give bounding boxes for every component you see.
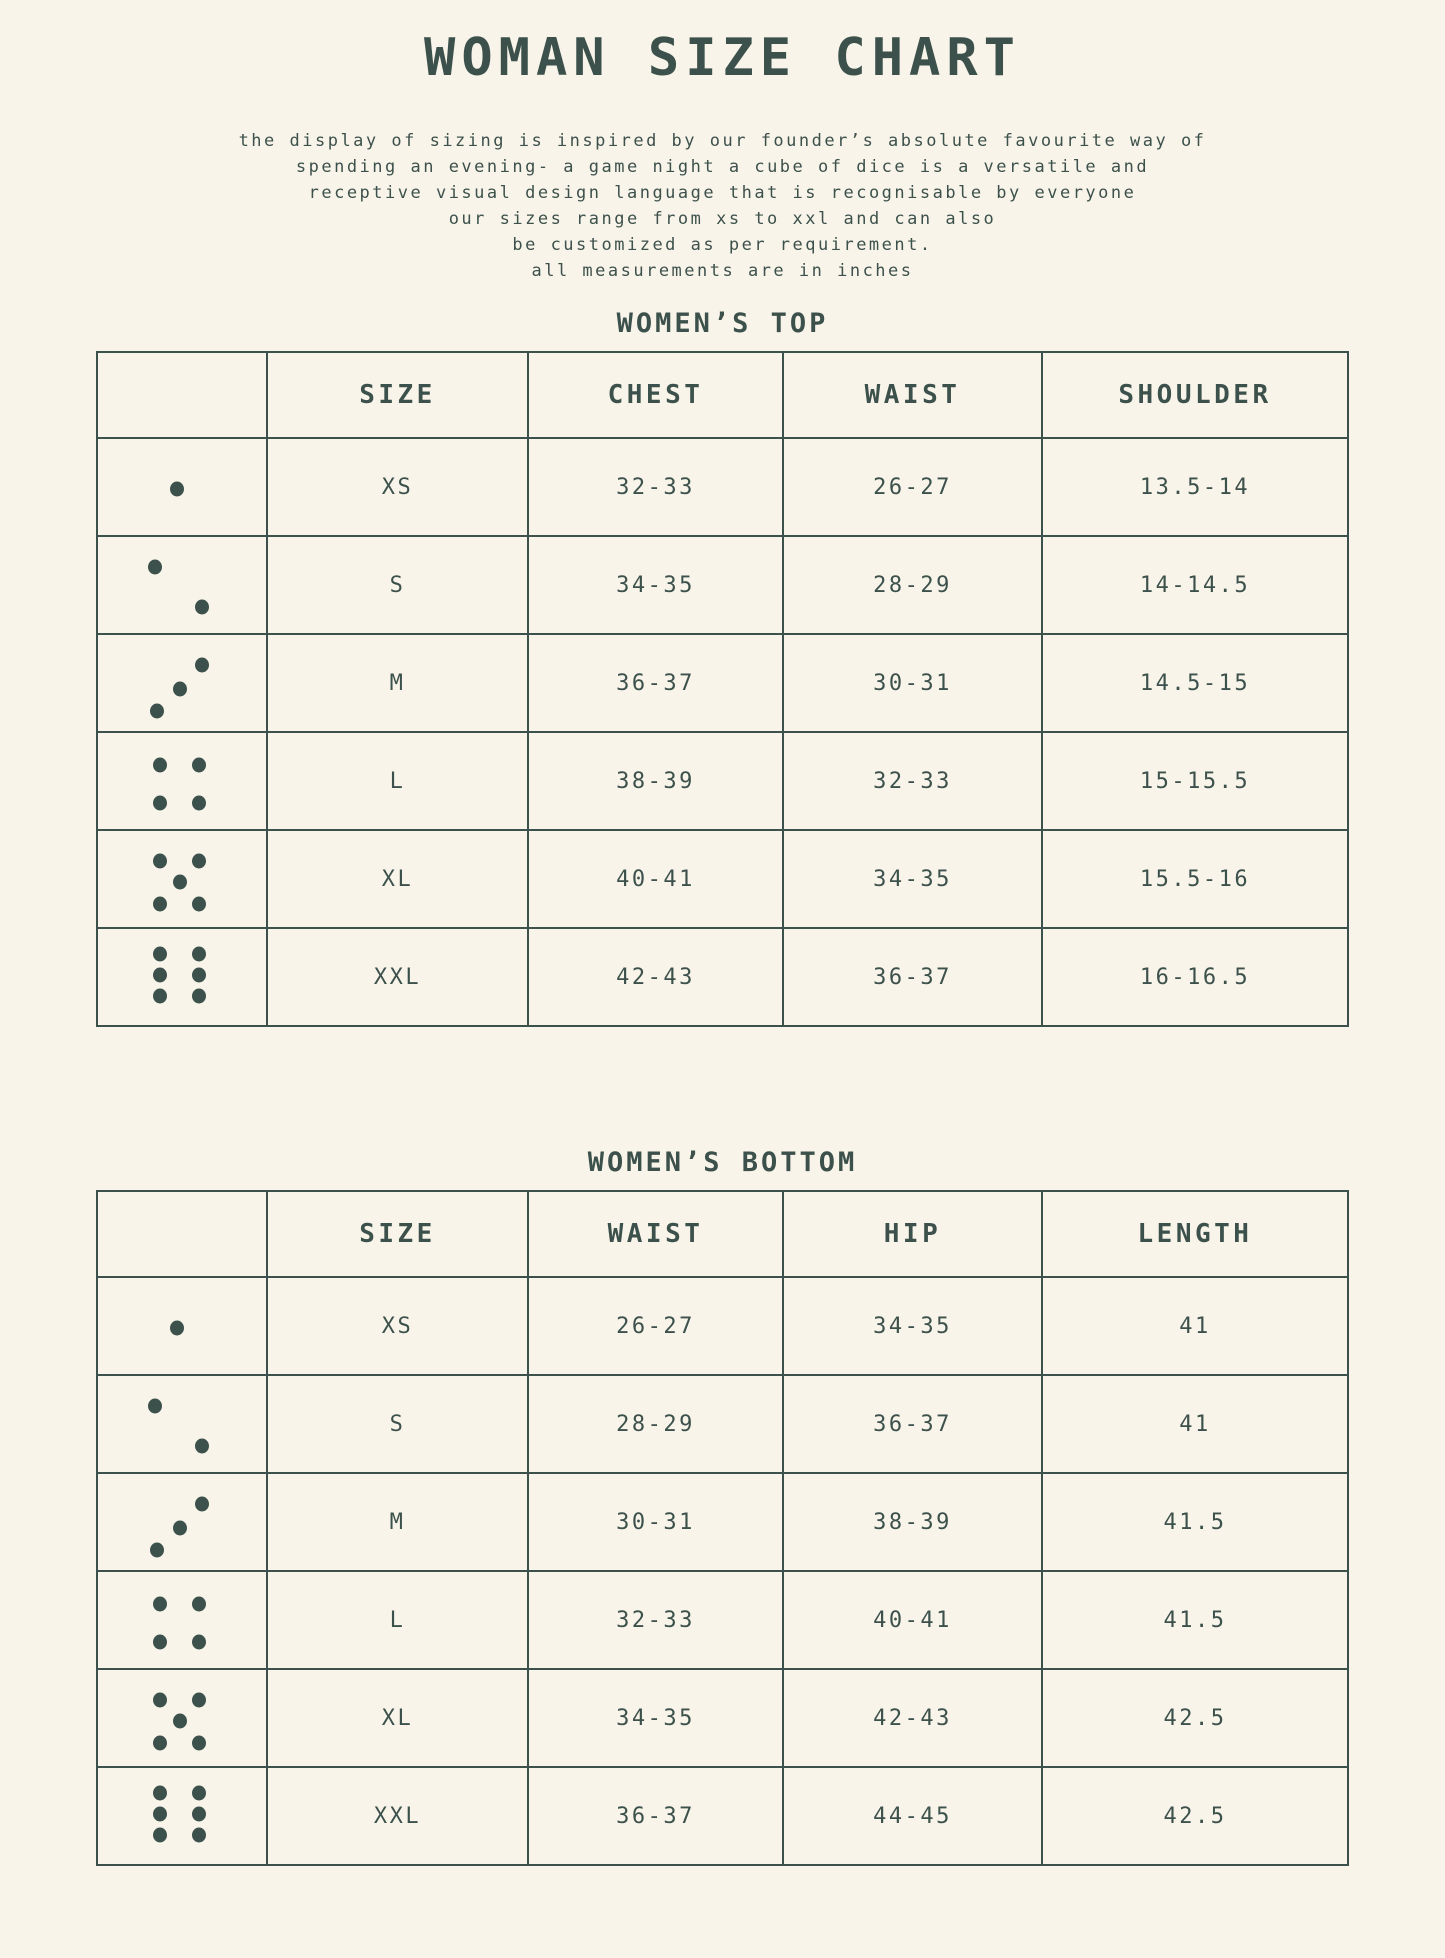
size-cell: XL	[267, 1669, 528, 1767]
intro-text	[0, 128, 1445, 284]
dice-3-icon	[98, 1474, 266, 1570]
shoulder-cell: 15-15.5	[1042, 732, 1348, 830]
dice-6-icon	[98, 929, 266, 1025]
waist-cell: 34-35	[783, 830, 1042, 928]
chest-cell: 36-37	[528, 634, 783, 732]
waist-column-header: WAIST	[528, 1191, 783, 1277]
shoulder-cell: 14.5-15	[1042, 634, 1348, 732]
chest-cell: 40-41	[528, 830, 783, 928]
size-column-header: SIZE	[267, 352, 528, 438]
dice-2-icon	[98, 1376, 266, 1472]
table-row	[97, 536, 1348, 634]
dice-5-icon	[98, 1670, 266, 1766]
chest-cell: 38-39	[528, 732, 783, 830]
size-cell: S	[267, 1375, 528, 1473]
table-row	[97, 830, 1348, 928]
waist-cell: 36-37	[783, 928, 1042, 1026]
dice-column-header	[97, 1191, 267, 1277]
hip-column-header: HIP	[783, 1191, 1042, 1277]
dice-6-icon	[98, 1768, 266, 1864]
dice-cell	[97, 634, 267, 732]
size-cell: XXL	[267, 1767, 528, 1865]
chest-cell: 32-33	[528, 438, 783, 536]
dice-1-icon	[98, 1278, 266, 1374]
dice-cell	[97, 536, 267, 634]
dice-5-icon	[98, 831, 266, 927]
hip-cell: 36-37	[783, 1375, 1042, 1473]
shoulder-cell: 15.5-16	[1042, 830, 1348, 928]
waist-cell: 32-33	[783, 732, 1042, 830]
chest-cell: 34-35	[528, 536, 783, 634]
hip-cell: 44-45	[783, 1767, 1042, 1865]
table-header-row	[97, 1191, 1348, 1277]
table-row	[97, 1571, 1348, 1669]
size-cell: M	[267, 1473, 528, 1571]
table-row	[97, 1375, 1348, 1473]
size-cell: S	[267, 536, 528, 634]
length-column-header: LENGTH	[1042, 1191, 1348, 1277]
dice-cell	[97, 732, 267, 830]
waist-cell: 32-33	[528, 1571, 783, 1669]
length-cell: 41	[1042, 1375, 1348, 1473]
intro-line-3: receptive visual design language that is recognisable by everyone	[308, 183, 1137, 203]
table-row	[97, 928, 1348, 1026]
size-cell: L	[267, 1571, 528, 1669]
page-title: WOMAN SIZE CHART	[424, 28, 1021, 88]
size-cell: M	[267, 634, 528, 732]
intro-line-5: be customized as per requirement.	[512, 235, 933, 255]
dice-4-icon	[98, 733, 266, 829]
dice-2-icon	[98, 537, 266, 633]
table-header-row	[97, 352, 1348, 438]
dice-cell	[97, 928, 267, 1026]
dice-cell	[97, 1571, 267, 1669]
table-row	[97, 634, 1348, 732]
shoulder-cell: 16-16.5	[1042, 928, 1348, 1026]
length-cell: 42.5	[1042, 1767, 1348, 1865]
table-row	[97, 1767, 1348, 1865]
waist-cell: 26-27	[528, 1277, 783, 1375]
length-cell: 42.5	[1042, 1669, 1348, 1767]
dice-cell	[97, 1375, 267, 1473]
intro-line-4: our sizes range from xs to xxl and can also	[448, 209, 997, 229]
shoulder-cell: 14-14.5	[1042, 536, 1348, 634]
length-cell: 41	[1042, 1277, 1348, 1375]
hip-cell: 34-35	[783, 1277, 1042, 1375]
length-cell: 41.5	[1042, 1571, 1348, 1669]
dice-3-icon	[98, 635, 266, 731]
hip-cell: 40-41	[783, 1571, 1042, 1669]
womens-bottom-table	[96, 1190, 1349, 1866]
shoulder-column-header: SHOULDER	[1042, 352, 1348, 438]
dice-cell	[97, 830, 267, 928]
size-column-header: SIZE	[267, 1191, 528, 1277]
intro-line-1: the display of sizing is inspired by our founder’s absolute favourite way of	[238, 131, 1207, 151]
waist-column-header: WAIST	[783, 352, 1042, 438]
table-row	[97, 1277, 1348, 1375]
size-cell: XS	[267, 1277, 528, 1375]
hip-cell: 38-39	[783, 1473, 1042, 1571]
dice-cell	[97, 1473, 267, 1571]
dice-cell	[97, 1767, 267, 1865]
waist-cell: 30-31	[783, 634, 1042, 732]
waist-cell: 30-31	[528, 1473, 783, 1571]
intro-line-6: all measurements are in inches	[531, 261, 914, 281]
table-row	[97, 438, 1348, 536]
chest-column-header: CHEST	[528, 352, 783, 438]
womens-bottom-heading: WOMEN’S BOTTOM	[587, 1147, 858, 1178]
dice-1-icon	[98, 439, 266, 535]
shoulder-cell: 13.5-14	[1042, 438, 1348, 536]
dice-4-icon	[98, 1572, 266, 1668]
dice-cell	[97, 1669, 267, 1767]
waist-cell: 34-35	[528, 1669, 783, 1767]
size-cell: L	[267, 732, 528, 830]
table-row	[97, 1669, 1348, 1767]
womens-top-heading: WOMEN’S TOP	[616, 308, 829, 339]
size-cell: XS	[267, 438, 528, 536]
womens-top-table	[96, 351, 1349, 1027]
table-row	[97, 1473, 1348, 1571]
waist-cell: 28-29	[783, 536, 1042, 634]
dice-cell	[97, 1277, 267, 1375]
dice-column-header	[97, 352, 267, 438]
intro-line-2: spending an evening- a game night a cube of dice is a versatile and	[295, 157, 1150, 177]
waist-cell: 26-27	[783, 438, 1042, 536]
waist-cell: 36-37	[528, 1767, 783, 1865]
length-cell: 41.5	[1042, 1473, 1348, 1571]
waist-cell: 28-29	[528, 1375, 783, 1473]
size-cell: XL	[267, 830, 528, 928]
chest-cell: 42-43	[528, 928, 783, 1026]
hip-cell: 42-43	[783, 1669, 1042, 1767]
table-row	[97, 732, 1348, 830]
size-cell: XXL	[267, 928, 528, 1026]
dice-cell	[97, 438, 267, 536]
